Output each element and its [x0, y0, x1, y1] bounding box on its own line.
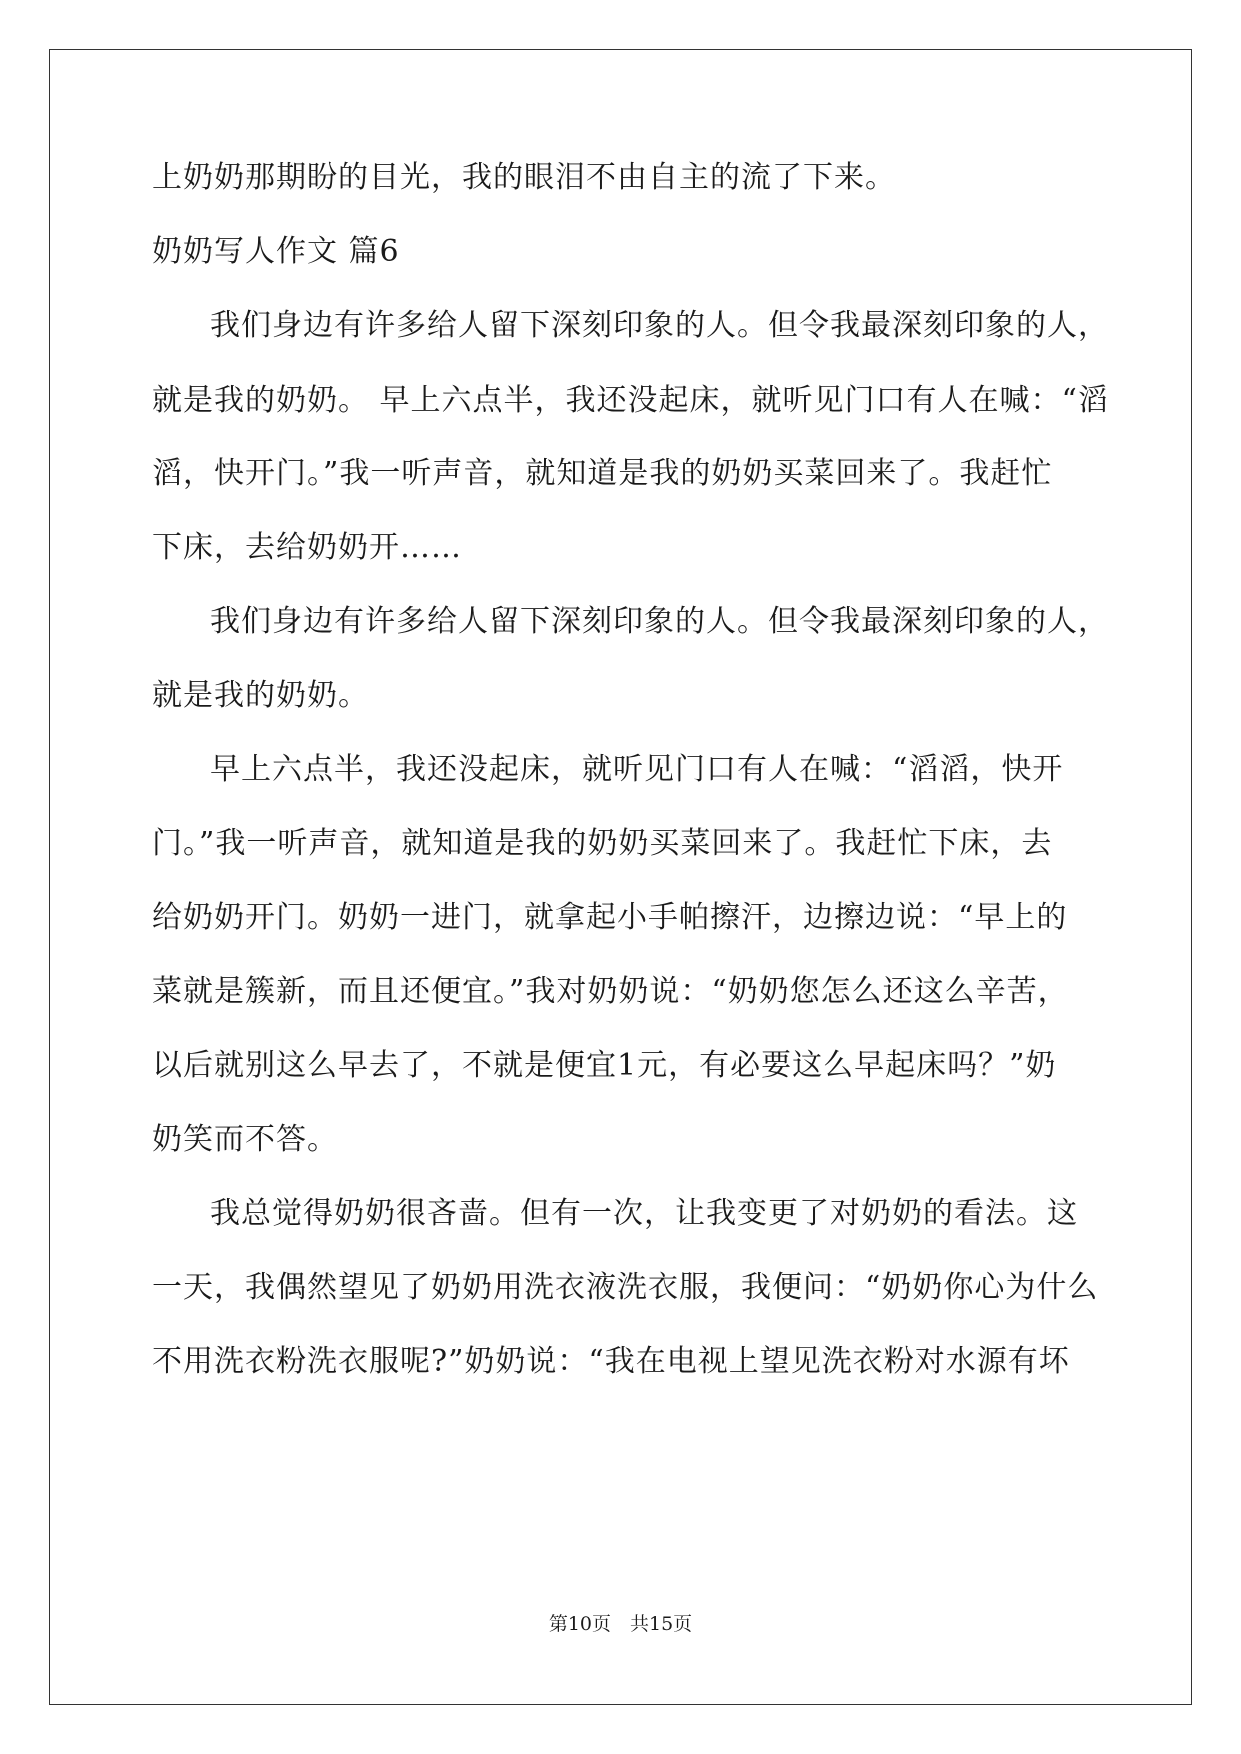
text-line: 我们身边有许多给人留下深刻印象的人。但令我最深刻印象的人， — [210, 308, 1109, 343]
text-line: 上奶奶那期盼的目光，我的眼泪不由自主的流了下来。 — [152, 160, 896, 195]
text-line: 给奶奶开门。奶奶一进门，就拿起小手帕擦汗，边擦边说：“早上的 — [152, 900, 1068, 935]
text-line: 就是我的奶奶。 — [152, 678, 369, 713]
text-line: 我们身边有许多给人留下深刻印象的人。但令我最深刻印象的人， — [210, 604, 1109, 639]
text-line: 不用洗衣粉洗衣服呢?”奶奶说：“我在电视上望见洗衣粉对水源有坏 — [152, 1344, 1070, 1379]
text-line: 我总觉得奶奶很吝啬。但有一次，让我变更了对奶奶的看法。这 — [210, 1196, 1078, 1231]
text-line: 门。”我一听声音，就知道是我的奶奶买菜回来了。我赶忙下床，去 — [152, 826, 1053, 861]
text-line: 一天，我偶然望见了奶奶用洗衣液洗衣服，我便问：“奶奶你心为什么 — [152, 1270, 1099, 1305]
text-line: 以后就别这么早去了，不就是便宜1元，有必要这么早起床吗？”奶 — [152, 1048, 1057, 1083]
text-line: 下床，去给奶奶开…… — [152, 530, 462, 565]
text-line: 早上六点半，我还没起床，就听见门口有人在喊：“滔滔，快开 — [210, 752, 1064, 787]
text-line: 奶笑而不答。 — [152, 1122, 338, 1157]
text-line: 菜就是簇新，而且还便宜。”我对奶奶说：“奶奶您怎么还这么辛苦， — [152, 974, 1069, 1009]
page-number: 第10页 共15页 — [548, 1613, 693, 1635]
text-line: 滔，快开门。”我一听声音，就知道是我的奶奶买菜回来了。我赶忙 — [152, 456, 1053, 491]
section-heading: 奶奶写人作文 篇6 — [152, 234, 400, 269]
page-border — [49, 49, 1192, 1705]
text-line: 就是我的奶奶。 早上六点半，我还没起床，就听见门口有人在喊：“滔 — [152, 383, 1109, 418]
